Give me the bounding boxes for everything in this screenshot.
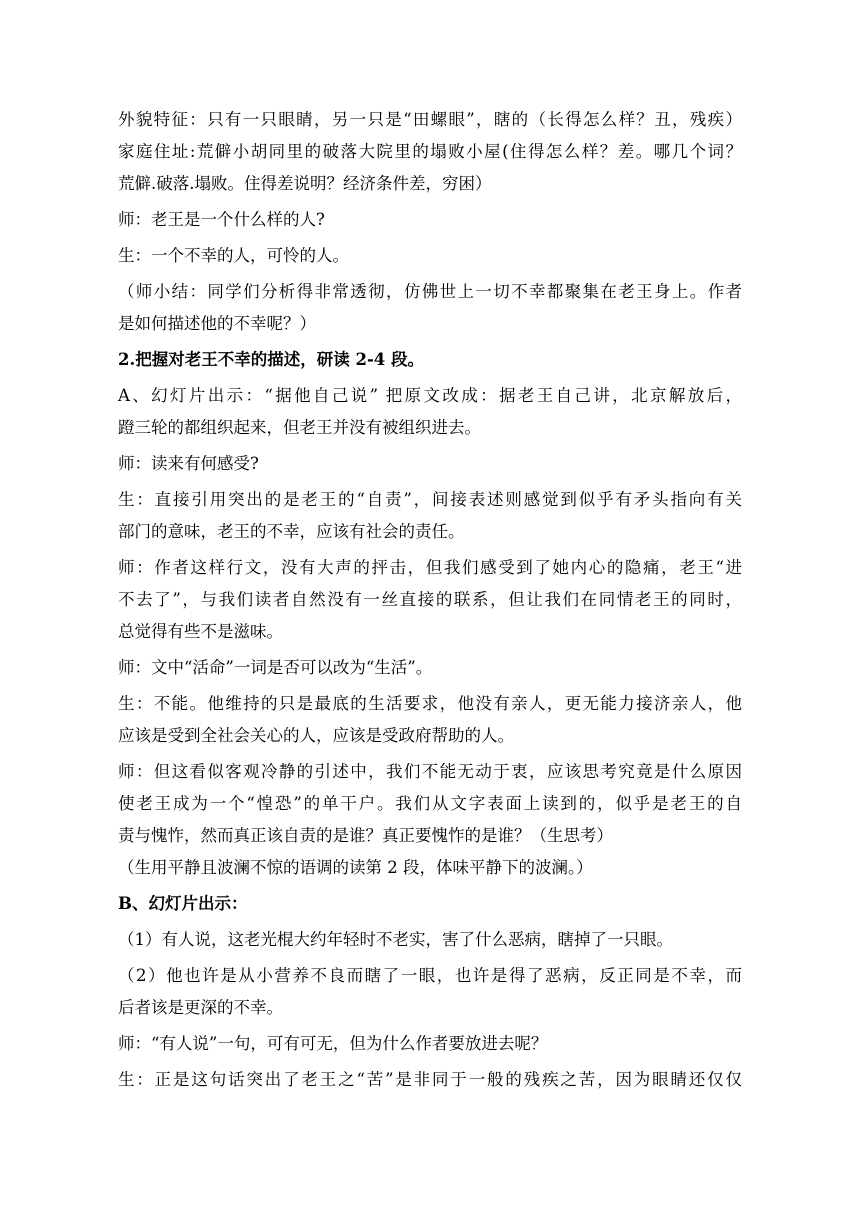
student-line: 部门的意味，老王的不幸，应该有社会的责任。	[118, 522, 465, 541]
teacher-line: 师：文中“活命”一词是否可以改为“生活”。	[118, 658, 433, 677]
teacher-line: 使老王成为一个“惶恐”的单干户。我们从文字表面上读到的，似乎是老王的自	[118, 794, 742, 813]
student-line: 生：不能。他维持的只是最底的生活要求，他没有亲人，更无能力接济亲人，他	[118, 694, 742, 713]
slide-b-item: （2）他也许是从小营养不良而瞎了一眼，也许是得了恶病，反正同是不幸，而	[118, 966, 742, 985]
teacher-line: 师：作者这样行文，没有大声的抨击，但我们感受到了她内心的隐痛，老王“进	[118, 558, 742, 577]
teacher-line: 不去了”，与我们读者自然没有一丝直接的联系，但让我们在同情老王的同时，	[118, 590, 742, 609]
text-line: 家庭住址:荒僻小胡同里的破落大院里的塌败小屋(住得怎么样？差。哪几个词？	[118, 142, 742, 161]
document-body	[118, 104, 742, 1096]
teacher-line: 师：读来有何感受?	[118, 454, 259, 473]
reading-note-line: （生用平静且波澜不惊的语调的读第 2 段，体味平静下的波澜。）	[118, 858, 593, 877]
slide-b-item: 后者该是更深的不幸。	[118, 998, 283, 1017]
teacher-line: 师：老王是一个什么样的人?	[118, 210, 325, 229]
student-line: 应该是受到全社会关心的人，应该是受政府帮助的人。	[118, 726, 514, 745]
student-line: 生：正是这句话突出了老王之“苦”是非同于一般的残疾之苦，因为眼睛还仅仅	[118, 1070, 742, 1089]
student-line: 生：一个不幸的人，可怜的人。	[118, 246, 349, 265]
slide-a-line: 蹬三轮的都组织起来，但老王并没有被组织进去。	[118, 418, 481, 437]
teacher-summary-line: 是如何描述他的不幸呢？）	[118, 314, 316, 333]
student-line: 生：直接引用突出的是老王的“自责”，间接表述则感觉到似乎有矛头指向有关	[118, 490, 742, 509]
teacher-line: 责与愧怍，然而真正该自责的是谁？真正要愧怍的是谁？（生思考）	[118, 826, 613, 845]
slide-b-item: （1）有人说，这老光棍大约年轻时不老实，害了什么恶病，瞎掉了一只眼。	[118, 930, 673, 949]
text-line: 外貌特征：只有一只眼睛，另一只是“田螺眼”，瞎的（长得怎么样？丑，残疾）	[118, 110, 742, 129]
teacher-summary-line: （师小结：同学们分析得非常透彻，仿佛世上一切不幸都聚集在老王身上。作者	[118, 282, 742, 301]
teacher-line: 总觉得有些不是滋味。	[118, 622, 283, 641]
text-line: 荒僻.破落.塌败。住得差说明？经济条件差，穷困）	[118, 174, 492, 193]
section-heading: 2.把握对老王不幸的描述，研读 2-4 段。	[118, 350, 425, 369]
slide-a-line: A、幻灯片出示：“据他自己说” 把原文改成：据老王自己讲，北京解放后，	[118, 386, 742, 405]
slide-b-heading: B、幻灯片出示：	[118, 894, 248, 913]
teacher-line: 师：但这看似客观冷静的引述中，我们不能无动于衷，应该思考究竟是什么原因	[118, 762, 742, 781]
teacher-line: 师：“有人说”一句，可有可无，但为什么作者要放进去呢？	[118, 1034, 548, 1053]
